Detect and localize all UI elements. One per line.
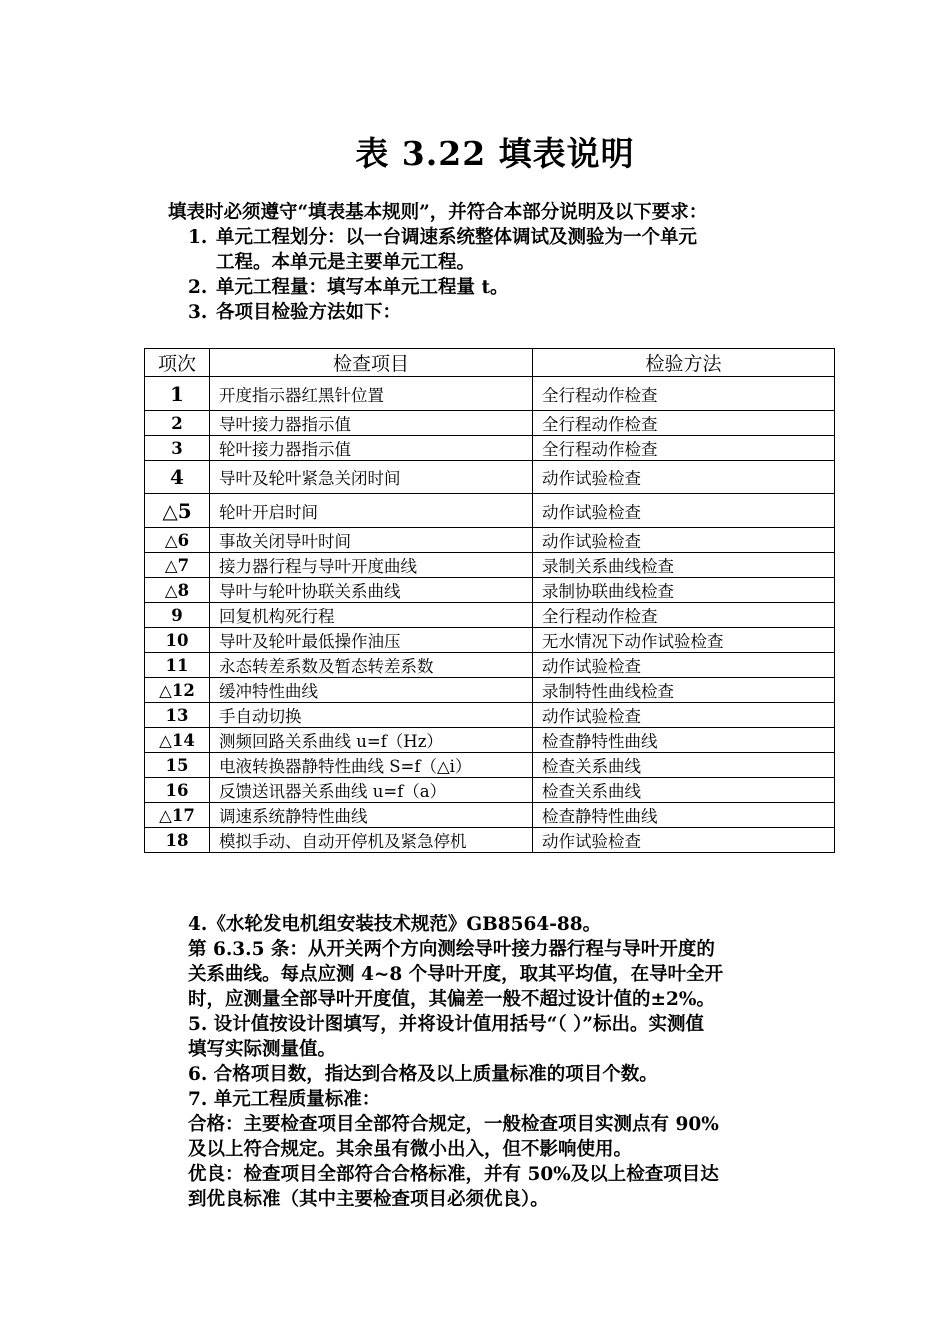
table-row [145,753,835,778]
requirement-number: 1. [188,227,208,248]
check-method: 全行程动作检查 [533,411,835,436]
row-number: 13 [145,703,210,728]
check-item: 接力器行程与导叶开度曲线 [210,553,533,578]
requirement-item-1 [188,225,697,250]
requirement-text: 单元工程量：填写本单元工程量 t。 [216,277,509,298]
note-line: 到优良标准（其中主要检查项目必须优良）。 [188,1189,549,1210]
row-number: 3 [145,436,210,461]
check-method: 录制特性曲线检查 [533,678,835,703]
check-method: 动作试验检查 [533,828,835,853]
check-item: 开度指示器红黑针位置 [210,377,533,411]
note-line: 第 6.3.5 条：从开关两个方向测绘导叶接力器行程与导叶开度的 [188,939,715,960]
table-row [145,678,835,703]
table-row [145,828,835,853]
check-item: 导叶与轮叶协联关系曲线 [210,578,533,603]
check-item: 回复机构死行程 [210,603,533,628]
check-method: 动作试验检查 [533,528,835,553]
row-number: △6 [145,528,210,553]
row-number: 4 [145,461,210,494]
check-method: 全行程动作检查 [533,377,835,411]
check-item: 模拟手动、自动开停机及紧急停机 [210,828,533,853]
check-item: 事故关闭导叶时间 [210,528,533,553]
row-number: 9 [145,603,210,628]
requirement-item-1-continued: 工程。本单元是主要单元工程。 [216,252,476,273]
table-row [145,628,835,653]
check-method: 动作试验检查 [533,494,835,528]
check-item: 导叶及轮叶紧急关闭时间 [210,461,533,494]
table-row [145,377,835,411]
check-method: 检查静特性曲线 [533,803,835,828]
check-item: 导叶及轮叶最低操作油压 [210,628,533,653]
requirement-item-2 [188,275,509,300]
check-method: 动作试验检查 [533,461,835,494]
check-method: 动作试验检查 [533,703,835,728]
table-row [145,528,835,553]
notes-section [188,912,828,1212]
check-item: 手自动切换 [210,703,533,728]
table-row [145,436,835,461]
note-line: 及以上符合规定。其余虽有微小出入，但不影响使用。 [188,1139,633,1160]
note-line: 填写实际测量值。 [188,1039,337,1060]
table-header-row [145,349,835,377]
requirement-text: 各项目检验方法如下： [216,302,402,323]
note-line: 5. 设计值按设计图填写，并将设计值用括号“（ ）”标出。实测值 [188,1014,704,1035]
note-line: 6. 合格项目数，指达到合格及以上质量标准的项目个数。 [188,1064,658,1085]
note-line: 合格：主要检查项目全部符合规定，一般检查项目实测点有 90% [188,1114,719,1135]
table-row [145,603,835,628]
check-item: 轮叶接力器指示值 [210,436,533,461]
check-method: 检查静特性曲线 [533,728,835,753]
note-line: 优良：检查项目全部符合合格标准，并有 50%及以上检查项目达 [188,1164,719,1185]
table-row [145,461,835,494]
table-row [145,553,835,578]
table-row [145,778,835,803]
row-number: 15 [145,753,210,778]
note-line: 4.《水轮发电机组安装技术规范》GB8564-88。 [188,914,602,935]
check-method: 检查关系曲线 [533,778,835,803]
page-title: 表 3.22 填表说明 [355,134,635,173]
row-number: △7 [145,553,210,578]
row-number: 11 [145,653,210,678]
table-row [145,803,835,828]
check-method: 录制关系曲线检查 [533,553,835,578]
check-item: 永态转差系数及暂态转差系数 [210,653,533,678]
requirement-text: 单元工程划分：以一台调速系统整体调试及测验为一个单元 [216,227,698,248]
table-row [145,703,835,728]
check-item: 电液转换器静特性曲线 S=f（△i） [210,753,533,778]
requirement-item-3 [188,300,401,325]
intro-text: 填表时必须遵守“填表基本规则”，并符合本部分说明及以下要求： [168,202,708,223]
requirement-number: 3. [188,302,208,323]
table-row [145,578,835,603]
row-number: 1 [145,377,210,411]
requirement-number: 2. [188,277,208,298]
header-no: 项次 [145,349,210,377]
check-method: 全行程动作检查 [533,436,835,461]
header-item: 检查项目 [210,349,533,377]
row-number: △5 [145,494,210,528]
check-item: 调速系统静特性曲线 [210,803,533,828]
check-item: 导叶接力器指示值 [210,411,533,436]
row-number: 2 [145,411,210,436]
inspection-table [144,348,835,853]
check-method: 检查关系曲线 [533,753,835,778]
table-row [145,494,835,528]
check-item: 测频回路关系曲线 u=f（Hz） [210,728,533,753]
row-number: 10 [145,628,210,653]
check-item: 反馈送讯器关系曲线 u=f（a） [210,778,533,803]
table-row [145,653,835,678]
row-number: △8 [145,578,210,603]
note-line: 时，应测量全部导叶开度值，其偏差一般不超过设计值的±2%。 [188,989,715,1010]
header-method: 检验方法 [533,349,835,377]
check-method: 无水情况下动作试验检查 [533,628,835,653]
check-method: 录制协联曲线检查 [533,578,835,603]
note-line: 关系曲线。每点应测 4~8 个导叶开度，取其平均值，在导叶全开 [188,964,724,985]
note-line: 7. 单元工程质量标准： [188,1089,381,1110]
check-method: 全行程动作检查 [533,603,835,628]
table-row [145,411,835,436]
check-item: 轮叶开启时间 [210,494,533,528]
check-method: 动作试验检查 [533,653,835,678]
row-number: 18 [145,828,210,853]
row-number: △12 [145,678,210,703]
row-number: 16 [145,778,210,803]
row-number: △17 [145,803,210,828]
table-row [145,728,835,753]
row-number: △14 [145,728,210,753]
check-item: 缓冲特性曲线 [210,678,533,703]
